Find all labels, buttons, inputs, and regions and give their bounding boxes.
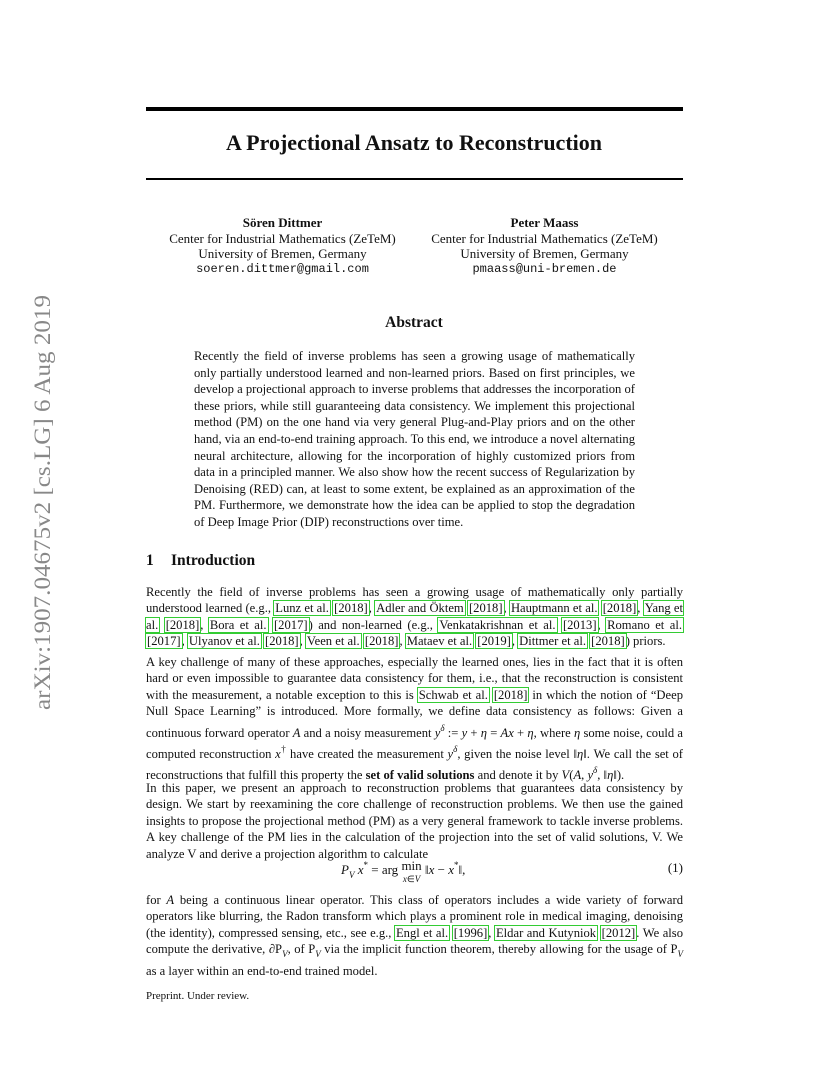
author-name: Peter Maass [510,215,579,230]
citation-link[interactable]: Dittmer et al. [519,634,586,649]
author-email[interactable]: soeren.dittmer@gmail.com [196,261,369,276]
citation-year-link[interactable]: [2018] [591,634,625,649]
citation-link[interactable]: Romano et al. [607,617,682,632]
author-block-2 [422,215,667,277]
svg-text:arXiv:1907.04675v2 [cs.LG] 6: arXiv:1907.04675v2 [cs.LG] 6 Aug 2019 [30,329,55,710]
title-rule [146,178,683,180]
author-university: University of Bremen, Germany [460,246,629,261]
citation-year-link[interactable]: [2018] [468,601,503,616]
citation-year-link[interactable]: [2017] [147,634,181,649]
citation-link[interactable]: Venkatakrishnan et al. [439,617,556,632]
citation-link[interactable]: Hauptmann et al. [510,601,598,616]
citation-year-link[interactable]: [2017] [273,617,308,632]
paper-title: A Projectional Ansatz to Reconstruction [226,130,602,155]
author-email[interactable]: pmaass@uni-bremen.de [472,261,617,276]
citation-link[interactable]: Eldar and Kutyniok [495,925,597,940]
intro-paragraph-3: In this paper, we present an approach to reconstruction problems that guarantees data consistency by design. We start by reexamining the core challenge of reconstruction problems. We then use the gained insights to propose the projectional method (PM) as a very general framework to tackle inverse problems. A key challenge of the PM lies in the calculation of the projection into the set of valid solutions, V. We analyze V and derive a projection algorithm to calculate [146,781,683,861]
citation-year-link[interactable]: [2018] [334,601,368,616]
citation-link[interactable]: Yang et al. [146,601,684,632]
equation-number: (1) [667,860,683,875]
citation-link[interactable]: Mataev et al. [406,634,473,649]
citation-year-link[interactable]: [2018] [165,617,200,632]
author-affiliation: Center for Industrial Mathematics (ZeTeM) [431,230,658,246]
citation-year-link[interactable]: [2018] [265,634,299,649]
citation-link[interactable]: Adler and Öktem [376,601,464,616]
section-number: 1 [146,552,154,569]
intro-paragraph-2: A key challenge of many of these approaches, especially the learned ones, lies in the fact that it is often hard or even impossible to guarantee data consistency for them, i.e., that the reconstruction is consistent with the measurement, a notable exception to this is Schwab et al. [2018] in which the notion of “Deep Null Space Learning” is introduced. More formally, we define data consistency as follows: Given a continuous forward operator A and a noisy measurement $y^\delta$ := y + η = Ax + η, where η some noise, could a computed reconstruction x† have created the measurement $y^\delta$, given the noise level ‖η‖. We call the set of reconstructions that fulfill this property the set of valid solutions and denote it by V(A, $y^\delta$, ‖η‖). [146,655,684,783]
citation-year-link[interactable]: [2018] [493,687,528,702]
citation-link[interactable]: Veen et al. [306,634,360,649]
top-rule [146,107,683,111]
abstract-heading: Abstract [385,314,443,331]
citation-year-link[interactable]: [2018] [602,601,637,616]
citation-year-link[interactable]: [2012] [601,925,636,940]
citation-year-link[interactable]: [2013] [562,617,597,632]
citation-link[interactable]: Engl et al. [395,925,449,940]
section-title: Introduction [171,552,256,569]
footer-note: Preprint. Under review. [146,990,250,1002]
citation-year-link[interactable]: [2019] [477,634,511,649]
arxiv-stamp [20,290,60,710]
citation-link[interactable]: Ulyanov et al. [188,634,260,649]
bold-term: set of valid solutions [365,768,475,783]
citation-year-link[interactable]: [2018] [364,634,399,649]
author-block-1 [160,215,405,277]
citation-link[interactable]: Bora et al. [209,617,267,632]
abstract-text: Recently the field of inverse problems has seen a growing usage of mathematically only partially understood learned and non-learned priors. Based on first principles, we develop a projectional approach to inverse problems that addresses the incorporation of these priors, while still guaranteeing data consistency. We implement this projectional method (PM) on the one hand via very general Plug-and-Play priors and on the other hand, via an end-to-end training approach. To this end, we introduce a novel alternating neural architecture, allowing for the incorporation of highly customized priors from data in a principled manner. We also show how the recent success of Regularization by Denoising (RED) can, at least to some extent, be explained as an approximation of the PM. Furthermore, we demonstrate how the idea can be applied to stop the degradation of Deep Image Prior (DIP) reconstructions over time. [194,349,635,529]
citation-link[interactable]: Schwab et al. [418,687,488,702]
equation-body: $P_V$ x* = arg min x∈V ‖x − x*‖, [341,858,466,884]
author-affiliation: Center for Industrial Mathematics (ZeTeM) [169,230,396,246]
citation-link[interactable]: Lunz et al. [275,601,329,616]
author-university: University of Bremen, Germany [198,246,367,261]
citation-year-link[interactable]: [1996] [453,925,488,940]
author-name: Sören Dittmer [242,215,323,230]
intro-paragraph-1: Recently the field of inverse problems has seen a growing usage of mathematically only partially understood learned (e.g., Lunz et al. [2018], Adler and Öktem [2018], Hauptmann et al. [2018], Yang et al. [2018], Bora et al. [2017]) and non-learned (e.g., Venkatakrishnan et al. [2013], Romano et al. [2017], Ulyanov et al. [2018], Veen et al. [2018], Mataev et al. [2019], Dittmer et al. [2018]) priors. [146,585,684,649]
intro-paragraph-4: for A being a continuous linear operator. This class of operators includes a wide variety of forward operators like blurring, the Radon transform which plays a prominent role in medical imaging, denoising (the identity), compressed sensing, etc., see e.g., Engl et al. [1996], Eldar and Kutyniok [2012]. We also compute the derivative, $\partial P_V$, of $P_V$ via the implicit function theorem, thereby allowing for the usage of $P_V$ as a layer within an end-to-end trained model. [146,893,683,978]
section-heading [146,552,255,570]
